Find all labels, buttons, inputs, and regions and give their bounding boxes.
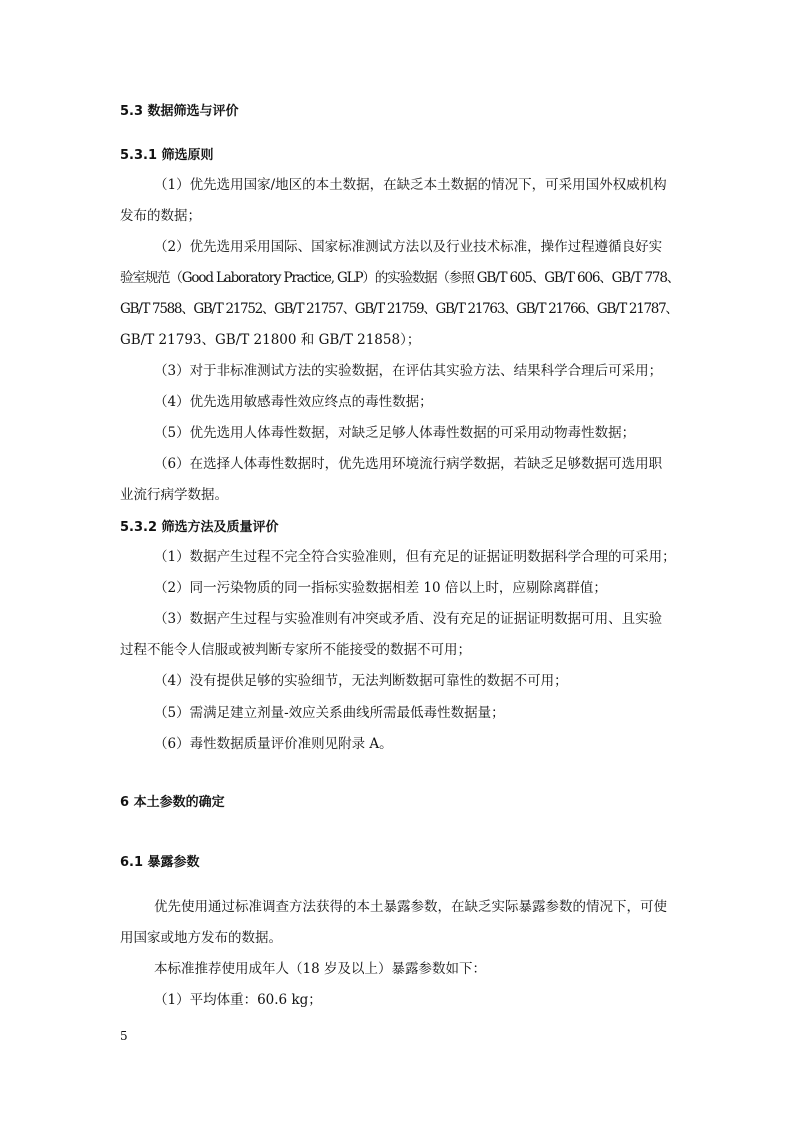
text-line: （2）同一污染物质的同一指标实验数据相差 10 倍以上时，应剔除离群值； (154, 580, 607, 596)
paragraph-5-3-1-item-2 (120, 232, 680, 356)
text-line: （3）对于非标准测试方法的实验数据，在评估其实验方法、结果科学合理后可采用； (154, 363, 663, 379)
paragraph-5-3-2-item-6 (120, 729, 680, 760)
section-heading-5-3-2: 5.3.2 筛选方法及质量评价 (120, 520, 279, 535)
paragraph-6-1-2 (120, 954, 680, 985)
section-heading-5-3-1: 5.3.1 筛选原则 (120, 148, 214, 163)
paragraph-5-3-1-item-6 (120, 449, 680, 511)
paragraph-5-3-2-item-1 (120, 542, 680, 573)
paragraph-5-3-1-item-4 (120, 387, 680, 418)
text-line: （4）优先选用敏感毒性效应终点的毒性数据； (154, 394, 433, 410)
section-heading-6: 6 本土参数的确定 (120, 795, 225, 810)
text-line: （5）优先选用人体毒性数据，对缺乏足够人体毒性数据的可采用动物毒性数据； (154, 425, 636, 441)
paragraph-5-3-2-item-2 (120, 573, 680, 604)
paragraph-5-3-2-item-5 (120, 698, 680, 729)
text-line: 业流行病学数据。 (120, 487, 228, 503)
text-line: GB/T 7588、GB/T 21752、GB/T 21757、GB/T 21759、GB/T 21763、GB/T 21766、GB/T 21787、 (120, 301, 678, 317)
text-line: （6）毒性数据质量评价准则见附录 A。 (154, 736, 393, 752)
text-line: 验室规范（Good Laboratory Practice, GLP）的实验数据（参照 GB/T 605、GB/T 606、GB/T 778、 (120, 270, 680, 286)
section-heading-6-1: 6.1 暴露参数 (120, 855, 200, 870)
text-line: （6）在选择人体毒性数据时，优先选用环境流行病学数据，若缺乏足够数据可选用职 (154, 456, 663, 472)
text-line: （2）优先选用采用国际、国家标准测试方法以及行业技术标准，操作过程遵循良好实 (154, 239, 663, 255)
text-line: （3）数据产生过程与实验准则有冲突或矛盾、没有充足的证据证明数据可用、且实验 (154, 611, 663, 627)
text-line: 本标准推荐使用成年人（18 岁及以上）暴露参数如下： (154, 961, 486, 977)
text-line: 优先使用通过标准调查方法获得的本土暴露参数，在缺乏实际暴露参数的情况下，可使 (154, 899, 667, 915)
paragraph-5-3-1-item-5 (120, 418, 680, 449)
text-line: GB/T 21793、GB/T 21800 和 GB/T 21858）； (120, 332, 421, 348)
paragraph-5-3-1-item-3 (120, 356, 680, 387)
paragraph-6-1-1 (120, 892, 680, 954)
paragraph-5-3-1-item-1 (120, 170, 680, 232)
text-line: 发布的数据； (120, 208, 201, 224)
text-line: （1）优先选用国家/地区的本土数据，在缺乏本土数据的情况下，可采用国外权威机构 (154, 177, 667, 193)
text-line: 用国家或地方发布的数据。 (120, 930, 282, 946)
text-line: （4）没有提供足够的实验细节，无法判断数据可靠性的数据不可用； (154, 673, 568, 689)
paragraph-6-1-3 (120, 985, 680, 1016)
page-number: 5 (120, 1029, 128, 1043)
paragraph-5-3-2-item-3 (120, 604, 680, 666)
text-line: 过程不能令人信服或被判断专家所不能接受的数据不可用； (120, 642, 471, 658)
text-line: （5）需满足建立剂量-效应关系曲线所需最低毒性数据量； (154, 705, 505, 721)
section-heading-5-3: 5.3 数据筛选与评价 (120, 104, 239, 119)
paragraph-5-3-2-item-4 (120, 666, 680, 697)
text-line: （1）数据产生过程不完全符合实验准则，但有充足的证据证明数据科学合理的可采用； (154, 549, 676, 565)
text-line: （1）平均体重：60.6 kg； (154, 992, 322, 1008)
